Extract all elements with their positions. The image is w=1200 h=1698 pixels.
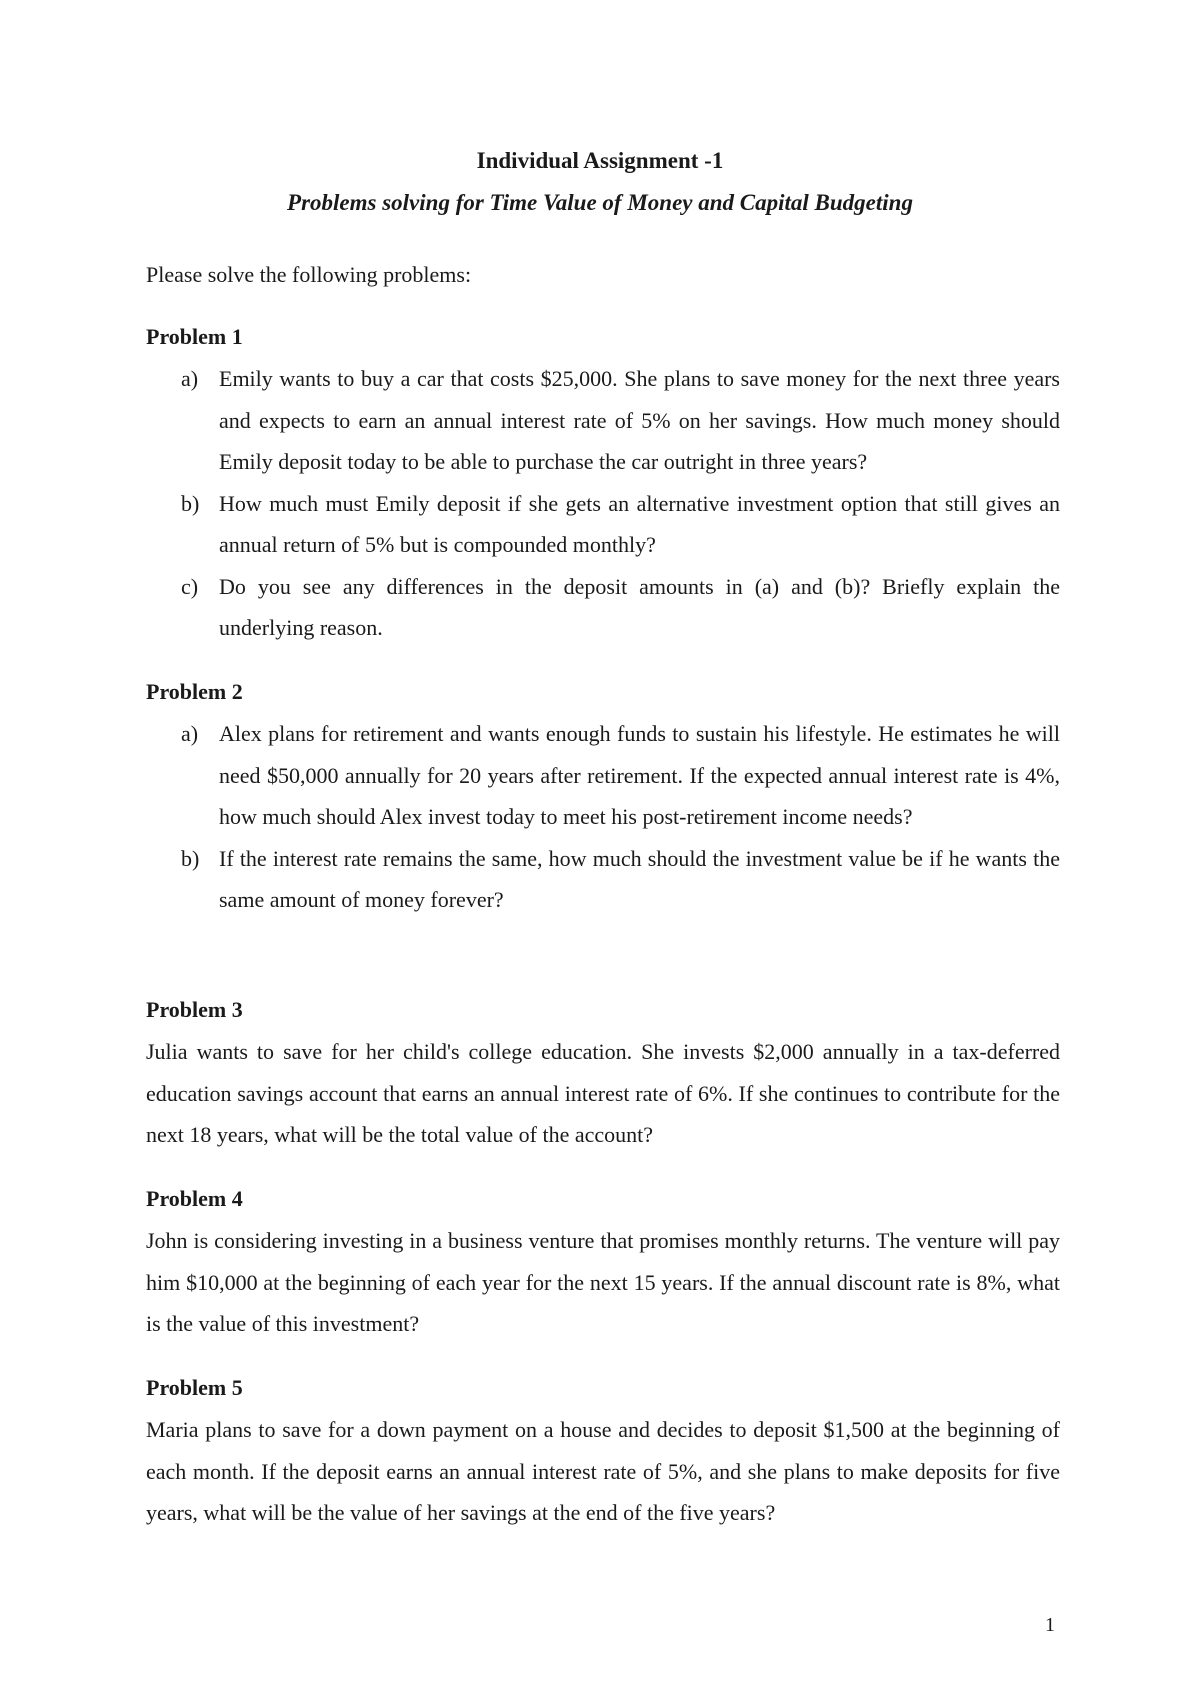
problem-2-item-a [146, 713, 1060, 838]
problem-3-heading: Problem 3 [146, 997, 243, 1022]
document-title: Individual Assignment -1 [476, 148, 724, 173]
list-marker: a) [181, 366, 199, 391]
problem-1-list [146, 358, 1060, 649]
problem-5-text: Maria plans to save for a down payment on a house and decides to deposit $1,500 at the beginning of each month. If the deposit earns an annual interest rate of 5%, and she plans to make deposits for five years, what will be the value of her savings at the end of the five years? [146, 1417, 1060, 1525]
problem-3-text: Julia wants to save for her child's college education. She invests $2,000 annually in a tax-deferred education savings account that earns an annual interest rate of 6%. If she continues to contribute for the next 18 years, what will be the total value of the account? [146, 1039, 1060, 1147]
problem-1-item-c [146, 566, 1060, 649]
problem-1-heading: Problem 1 [146, 324, 243, 349]
list-marker: b) [181, 845, 200, 871]
list-item-text: Alex plans for retirement and wants enough funds to sustain his lifestyle. He estimates he will need $50,000 annually for 20 years after retirement. If the expected annual interest rate is 4%, how much should Alex invest today to meet his post-retirement income needs? [219, 721, 1060, 829]
problem-2-heading: Problem 2 [146, 679, 243, 704]
problem-2-list [146, 713, 1060, 921]
problem-4-text: John is considering investing in a business venture that promises monthly returns. The venture will pay him $10,000 at the beginning of each year for the next 15 years. If the annual discount rate is 8%, what is the value of this investment? [146, 1228, 1060, 1336]
problem-2-item-b [146, 838, 1060, 921]
problem-5-heading: Problem 5 [146, 1375, 243, 1400]
document-subtitle: Problems solving for Time Value of Money and Capital Budgeting [287, 190, 913, 215]
problem-4-heading: Problem 4 [146, 1186, 243, 1211]
problem-1-item-b [146, 483, 1060, 566]
list-marker: b) [181, 490, 200, 516]
list-item-text: Emily wants to buy a car that costs $25,000. She plans to save money for the next three years and expects to earn an annual interest rate of 5% on her savings. How much money should Emily deposit today to be able to purchase the car outright in three years? [219, 366, 1060, 474]
list-item-text: If the interest rate remains the same, how much should the investment value be if he wants the same amount of money forever? [219, 845, 1060, 912]
intro-text: Please solve the following problems: [146, 262, 472, 287]
list-item-text: How much must Emily deposit if she gets an alternative investment option that still gives an annual return of 5% but is compounded monthly? [219, 490, 1060, 557]
list-marker: a) [181, 721, 199, 746]
list-item-text: Do you see any differences in the deposit amounts in (a) and (b)? Briefly explain the underlying reason. [219, 573, 1060, 640]
list-marker: c) [181, 573, 199, 599]
page-number: 1 [1045, 1614, 1055, 1636]
problem-1-item-a [146, 358, 1060, 483]
